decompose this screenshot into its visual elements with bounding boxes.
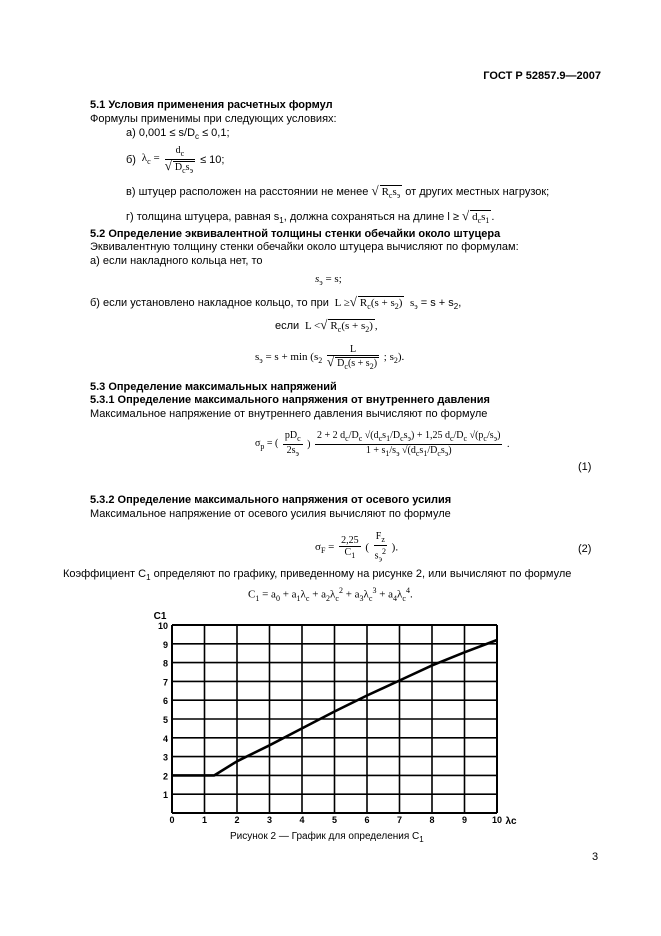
x-tick-label: 0 xyxy=(169,815,175,825)
x-tick-label: 3 xyxy=(266,815,273,825)
figure-caption: Рисунок 2 — График для определения $C_1$ xyxy=(230,831,424,844)
x-tick-label: 1 xyxy=(201,815,208,825)
condition-a: а) $0,001 \le s/D_c \le 0,1$; xyxy=(126,127,230,142)
document-id: ГОСТ Р 52857.9—2007 xyxy=(483,70,601,82)
y-tick-label: 3 xyxy=(162,752,168,763)
y-tick-label: 9 xyxy=(162,639,168,650)
equation-1-number: (1) xyxy=(578,461,592,473)
equation-2: $\sigma_F$ = $\frac{2,25}{C_1}$ ( $\frac{F_z}{s_э^2}$ ). xyxy=(315,531,399,564)
y-axis-label: C1 xyxy=(153,611,167,622)
coefficient-formula: $C_1 = a_0 + a_1\lambda_c + a_2\lambda_c^2 + a_3\lambda_c^3 + a_4\lambda_c^4$. xyxy=(248,586,413,603)
case-b-condition: если L <√ $R_c(s + s_2)$ , xyxy=(275,317,378,335)
y-tick-label: 10 xyxy=(157,621,168,631)
section-5-3-1-intro: Максимальное напряжение от внутреннего давления вычисляют по формуле xyxy=(90,408,488,420)
section-5-3-2-intro: Максимальное напряжение от осевого усилия вычисляют по формуле xyxy=(90,508,451,520)
x-tick-label: 7 xyxy=(396,815,403,825)
y-tick-label: 1 xyxy=(162,790,168,801)
section-5-3-2-title: 5.3.2 Определение максимального напряжения от осевого усилия xyxy=(90,494,452,506)
y-tick-label: 2 xyxy=(162,771,168,782)
section-5-2-title: 5.2 Определение эквивалентной толщины стенки обечайки около штуцера xyxy=(90,228,501,240)
equation-2-number: (2) xyxy=(578,543,592,555)
x-tick-label: 9 xyxy=(461,815,468,825)
section-5-3-title: 5.3 Определение максимальных напряжений xyxy=(90,381,337,393)
section-5-3-1-title: 5.3.1 Определение максимального напряжения от внутреннего давления xyxy=(90,394,490,406)
equation-1: $\sigma_p$ = ( $\frac{pD_c}{2s_э}$ ) $\frac{2 + 2 d_c/D_c √(d_cs_1/D_cs_э) + 1,25 d_c/D_c √(p_c/s_э)}{1 + s_1/s_э √(d_cs_1/D_cs_э)}$ . xyxy=(255,430,510,458)
x-tick-label: 2 xyxy=(234,815,240,825)
y-tick-label: 8 xyxy=(162,658,168,669)
y-tick-label: 7 xyxy=(162,677,168,688)
coefficient-text: Коэффициент $C_1$ определяют по графику, приведенному на рисунке 2, или вычисляют по формуле xyxy=(63,568,572,583)
x-tick-label: 4 xyxy=(299,815,305,825)
equation-case-b: $s_э = s + \min (s_2$ $\frac{L}{√ D_c(s + s_2)}$ ; $s_2$). xyxy=(255,344,405,371)
page-number: 3 xyxy=(592,851,599,863)
case-b: б) если установлено накладное кольцо, то при L ≥√ $R_c(s + s_2) s_э = s + s_2$, xyxy=(90,294,462,312)
condition-v: в) штуцер расположен на расстоянии не менее √ $R_cs_э$ от других местных нагрузок; xyxy=(126,183,550,201)
x-tick-label: 5 xyxy=(331,815,338,825)
x-axis-label: λc xyxy=(505,816,517,827)
y-tick-label: 6 xyxy=(162,696,168,707)
condition-b: б) $\lambda_c$ = $\frac{d_c}{√ D_cs_э}$ ≤ 10; xyxy=(126,145,225,175)
section-5-1-intro: Формулы применимы при следующих условиях: xyxy=(90,113,337,125)
x-tick-label: 6 xyxy=(364,815,370,825)
y-tick-label: 5 xyxy=(162,715,168,725)
y-tick-label: 4 xyxy=(162,733,168,744)
condition-g: г) толщина штуцера, равная $s_1$, должна сохраняться на длине l ≥ √ $d_cs_1$ . xyxy=(126,208,495,226)
section-5-2-intro: Эквивалентную толщину стенки обечайки около штуцера вычисляют по формулам: xyxy=(90,241,519,253)
equation-case-a: $s_э = s$; xyxy=(315,273,342,288)
x-tick-label: 8 xyxy=(429,815,435,825)
x-tick-label: 10 xyxy=(491,815,503,825)
case-a: а) если накладного кольца нет, то xyxy=(90,255,263,267)
section-5-1-title: 5.1 Условия применения расчетных формул xyxy=(90,99,333,111)
